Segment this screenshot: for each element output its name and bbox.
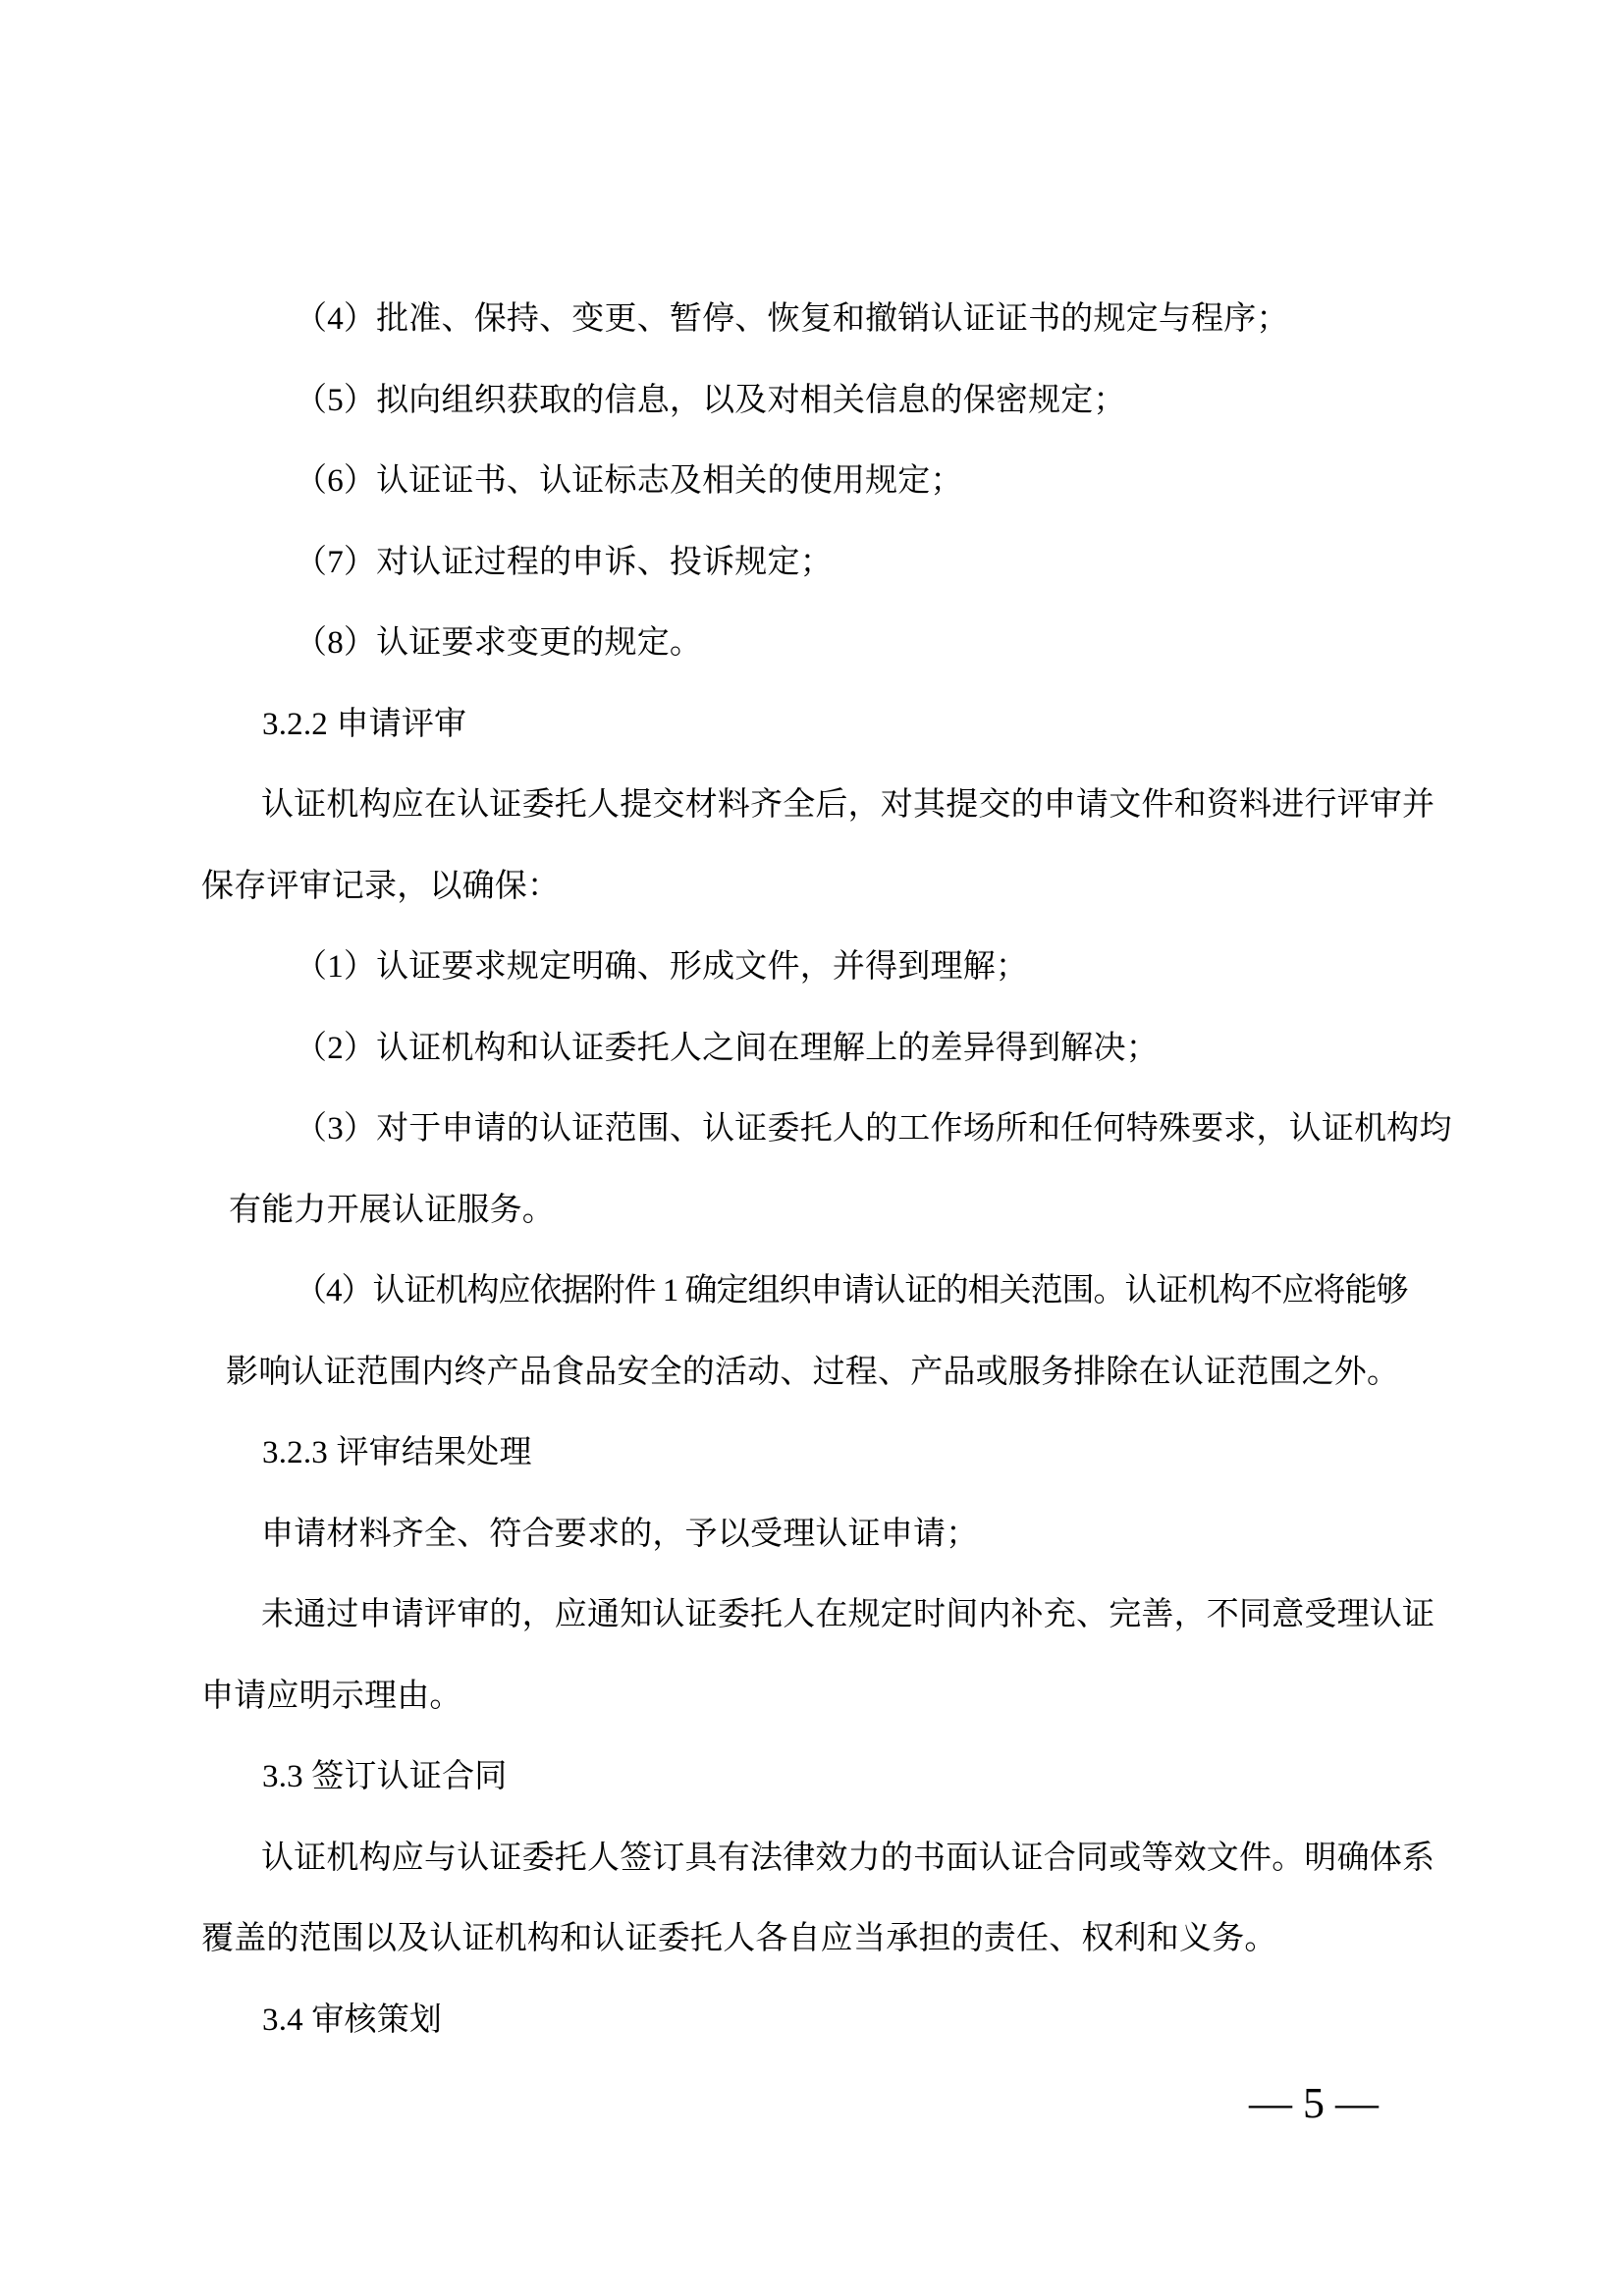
para-contract-2: 覆盖的范围以及认证机构和认证委托人各自应当承担的责任、权利和义务。	[201, 1921, 1277, 1956]
para-rejected-review-1: 未通过申请评审的，应通知认证委托人在规定时间内补充、完善，不同意受理认证	[261, 1597, 1435, 1632]
para-rejected-review-2: 申请应明示理由。	[201, 1678, 462, 1714]
clause-4-scope-1: （4）认证机构应依据附件 1 确定组织申请认证的相关范围。认证机构不应将能够	[295, 1273, 1408, 1308]
clause-3-capability-1: （3）对于申请的认证范围、认证委托人的工作场所和任何特殊要求，认证机构均	[295, 1111, 1452, 1147]
clause-7-appeals-complaints: （7）对认证过程的申诉、投诉规定；	[295, 544, 833, 580]
heading-3-2-2: 3.2.2 申请评审	[262, 706, 467, 742]
para-contract-1: 认证机构应与认证委托人签订具有法律效力的书面认证合同或等效文件。明确体系	[261, 1840, 1435, 1876]
clause-4-certificate-rules: （4）批准、保持、变更、暂停、恢复和撤销认证证书的规定与程序；	[295, 301, 1289, 337]
page-number: — 5 —	[1249, 2079, 1379, 2127]
para-application-review-1: 认证机构应在认证委托人提交材料齐全后，对其提交的申请文件和资料进行评审并	[261, 787, 1435, 823]
clause-6-certificate-mark-use: （6）认证证书、认证标志及相关的使用规定；	[295, 463, 963, 499]
para-application-review-2: 保存评审记录，以确保：	[201, 868, 561, 904]
heading-3-3: 3.3 签订认证合同	[262, 1759, 508, 1794]
clause-1-requirements-defined: （1）认证要求规定明确、形成文件，并得到理解；	[295, 949, 1029, 985]
clause-5-information-privacy: （5）拟向组织获取的信息，以及对相关信息的保密规定；	[295, 382, 1126, 418]
clause-4-scope-2: 影响认证范围内终产品食品安全的活动、过程、产品或服务排除在认证范围之外。	[226, 1354, 1400, 1390]
clause-3-capability-2: 有能力开展认证服务。	[229, 1192, 555, 1228]
document-body	[201, 279, 1452, 2060]
para-accept-application: 申请材料齐全、符合要求的，予以受理认证申请；	[261, 1516, 979, 1552]
heading-3-2-3: 3.2.3 评审结果处理	[262, 1435, 532, 1470]
clause-8-requirement-changes: （8）认证要求变更的规定。	[295, 625, 703, 661]
heading-3-4: 3.4 审核策划	[262, 2002, 443, 2038]
clause-2-differences-resolved: （2）认证机构和认证委托人之间在理解上的差异得到解决；	[295, 1030, 1159, 1066]
